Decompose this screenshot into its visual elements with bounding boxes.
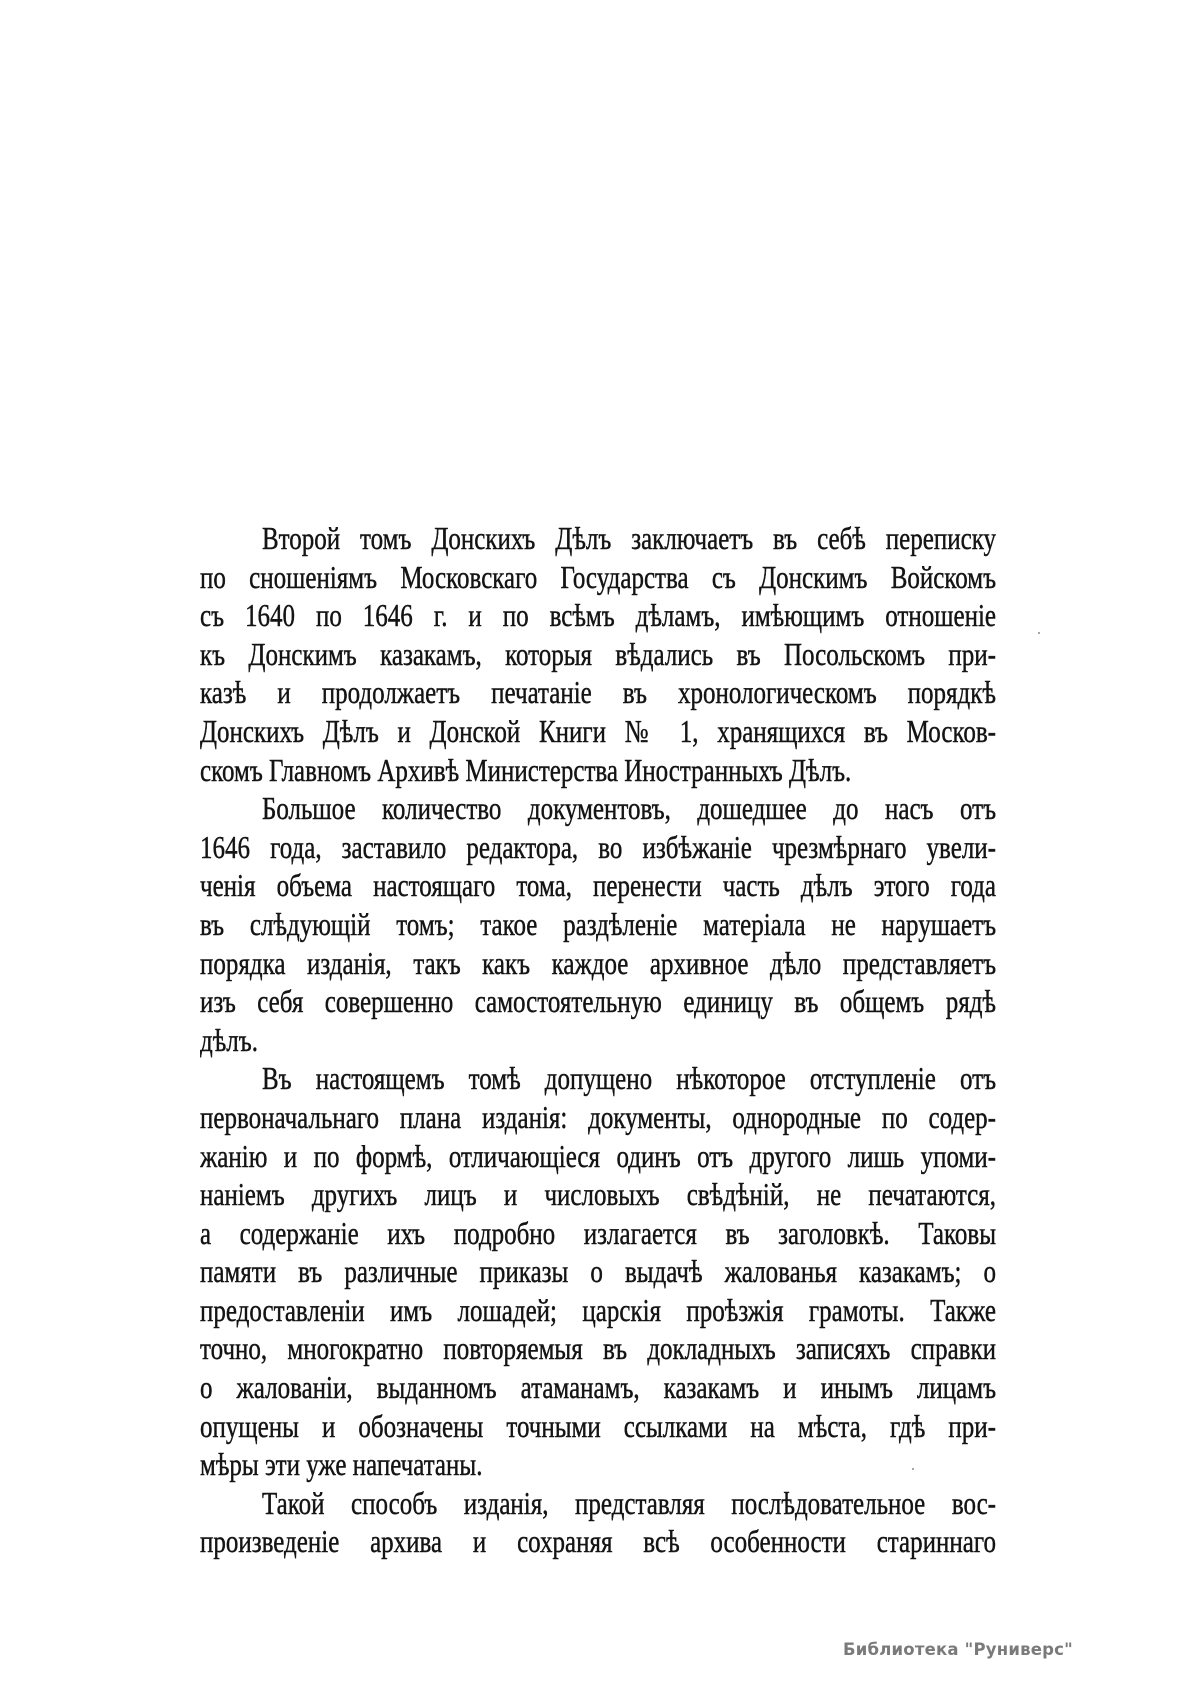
text-line: опущены и обозначены точными ссылками на мѣста, гдѣ при- — [200, 1409, 996, 1445]
text-line: порядка изданія, такъ какъ каждое архивное дѣло представляетъ — [200, 946, 996, 982]
scan-speck — [912, 1468, 914, 1470]
text-line: ченія объема настоящаго тома, перенести часть дѣлъ этого года — [200, 869, 996, 904]
text-line: первоначальнаго плана изданія: документы, однородные по содер- — [200, 1100, 996, 1136]
text-line: мѣры эти уже напечатаны. — [200, 1448, 483, 1483]
paragraph-3 — [200, 1061, 996, 1486]
text-line: предоставленіи имъ лошадей; царскія проѣзжія грамоты. Также — [200, 1293, 996, 1329]
text-line: произведеніе архива и сохраняя всѣ особенности стариннаго — [200, 1525, 996, 1560]
text-line: Донскихъ Дѣлъ и Донской Книги № 1, хранящихся въ Москов- — [200, 714, 996, 750]
text-line: Второй томъ Донскихъ Дѣлъ заключаетъ въ себѣ переписку — [262, 521, 996, 557]
paragraph-1 — [200, 521, 996, 791]
text-line: памяти въ различные приказы о выдачѣ жалованья казакамъ; о — [200, 1255, 996, 1290]
library-watermark: Библиотека "Руниверс" — [843, 1640, 1073, 1659]
text-line: 1646 года, заставило редактора, во избѣжаніе чрезмѣрнаго увели- — [200, 830, 996, 866]
text-line: о жалованіи, выданномъ атаманамъ, казакамъ и инымъ лицамъ — [200, 1371, 996, 1406]
text-line: Въ настоящемъ томѣ допущено нѣкоторое отступленіе отъ — [262, 1062, 996, 1097]
text-line: казѣ и продолжаетъ печатаніе въ хронологическомъ порядкѣ — [200, 676, 996, 711]
scan-speck — [1038, 632, 1040, 634]
text-line: къ Донскимъ казакамъ, которыя вѣдались въ Посольскомъ при- — [200, 637, 996, 673]
text-line: съ 1640 по 1646 г. и по всѣмъ дѣламъ, имѣющимъ отношеніе — [200, 599, 996, 634]
body-text — [200, 521, 996, 1563]
paragraph-2 — [200, 791, 996, 1061]
text-line: наніемъ другихъ лицъ и числовыхъ свѣдѣній, не печатаются, — [200, 1178, 996, 1213]
text-line: въ слѣдующій томъ; такое раздѣленіе матеріала не нарушаетъ — [200, 907, 996, 943]
text-line: изъ себя совершенно самостоятельную единицу въ общемъ рядѣ — [200, 985, 996, 1020]
text-line: точно, многократно повторяемыя въ докладныхъ записяхъ справки — [200, 1332, 996, 1368]
paragraph-4 — [200, 1486, 996, 1563]
text-line: Такой способъ изданія, представляя послѣдовательное вос- — [262, 1486, 996, 1522]
text-line: жанію и по формѣ, отличающіеся одинъ отъ другого лишь упоми- — [200, 1139, 996, 1175]
text-line: скомъ Главномъ Архивѣ Министерства Иностранныхъ Дѣлъ. — [200, 753, 852, 789]
text-line: дѣлъ. — [200, 1023, 258, 1059]
text-line: а содержаніе ихъ подробно излагается въ заголовкѣ. Таковы — [200, 1216, 996, 1252]
text-line: по сношеніямъ Московскаго Государства съ Донскимъ Войскомъ — [200, 560, 996, 596]
text-line: Большое количество документовъ, дошедшее до насъ отъ — [262, 792, 996, 827]
